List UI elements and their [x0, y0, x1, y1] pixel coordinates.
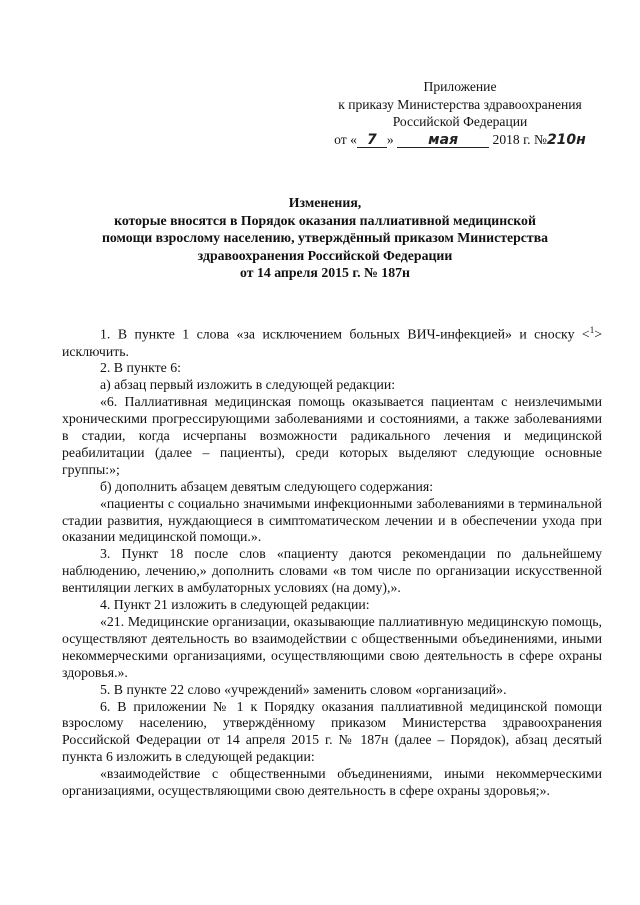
- handwritten-month: мая: [397, 133, 489, 148]
- paragraph-11: 6. В приложении № 1 к Порядку оказания паллиативной медицинской помощи взрослому населению, утверждённому приказом Министерства здравоохранения Российской Федерации от 14 апреля 2015 г. № 187н (далее – Порядок), абзац десятый пункта 6 изложить в следующей редакции:: [62, 698, 602, 765]
- title-line-3: помощи взрослому населению, утверждённый приказом Министерства: [101, 230, 549, 246]
- paragraph-1: [62, 322, 602, 360]
- paragraph-1-tail: > исключить.: [62, 326, 602, 359]
- title-line-2: которые вносятся в Порядок оказания паллиативной медицинской: [114, 212, 536, 228]
- date-prefix: от «: [334, 132, 357, 147]
- document-title: [80, 194, 570, 282]
- paragraph-3: а) абзац первый изложить в следующей редакции:: [100, 377, 396, 393]
- paragraph-10: 5. В пункте 22 слово «учреждений» заменить словом «организаций».: [100, 681, 507, 697]
- paragraph-7: 3. Пункт 18 после слов «пациенту даются рекомендации по дальнейшему наблюдению, лечению,» дополнить словами «в том числе по организации искусственной вентиляции легких в амбулаторных условиях (на дому),».: [62, 546, 602, 596]
- appendix-label: Приложение: [423, 79, 497, 94]
- appendix-date-line: [300, 131, 620, 150]
- document-body: [62, 322, 602, 800]
- paragraph-1-text: 1. В пункте 1 слова «за исключением больных ВИЧ-инфекцией» и сноску <: [100, 326, 590, 342]
- paragraph-4: «6. Паллиативная медицинская помощь оказывается пациентам с неизлечимыми хроническими прогрессирующими заболеваниями и состояниями, а также заболеваниями в стадии, когда исчерпаны возможности радикального лечения и медицинской реабилитации (далее – пациенты), среди которых выделяют следующие основные группы:»;: [62, 394, 602, 477]
- title-line-5: от 14 апреля 2015 г. № 187н: [240, 265, 410, 281]
- title-line-1: Изменения,: [288, 195, 362, 210]
- paragraph-2: 2. В пункте 6:: [100, 360, 181, 376]
- date-year: 2018 г. №: [492, 132, 547, 147]
- appendix-header: [300, 78, 620, 131]
- footnote-mark: 1: [589, 325, 595, 335]
- title-line-4: здравоохранения Российской Федерации: [197, 247, 453, 263]
- appendix-order-ref: к приказу Министерства здравоохранения: [338, 96, 582, 112]
- date-mid: »: [386, 132, 394, 147]
- paragraph-8: 4. Пункт 21 изложить в следующей редакции:: [100, 597, 370, 613]
- appendix-country: Российской Федерации: [392, 114, 528, 129]
- paragraph-9: «21. Медицинские организации, оказывающие паллиативную медицинскую помощь, осуществляют деятельность во взаимодействии с общественными объединениями, иными некоммерческими организациями, осуществляющими свою деятельность в сфере охраны здоровья.».: [62, 614, 602, 680]
- handwritten-number: 210н: [546, 132, 586, 148]
- paragraph-12: «взаимодействие с общественными объединениями, иными некоммерческими организациями, осуществляющими свою деятельность в сфере охраны здоровья;».: [62, 766, 602, 799]
- handwritten-day: 7: [357, 133, 387, 148]
- paragraph-5: б) дополнить абзацем девятым следующего содержания:: [100, 478, 434, 494]
- paragraph-6: «пациенты с социально значимыми инфекционными заболеваниями в терминальной стадии развития, нуждающиеся в симптоматическом лечении и в обеспечении ухода при оказании медицинской помощи.».: [62, 495, 602, 545]
